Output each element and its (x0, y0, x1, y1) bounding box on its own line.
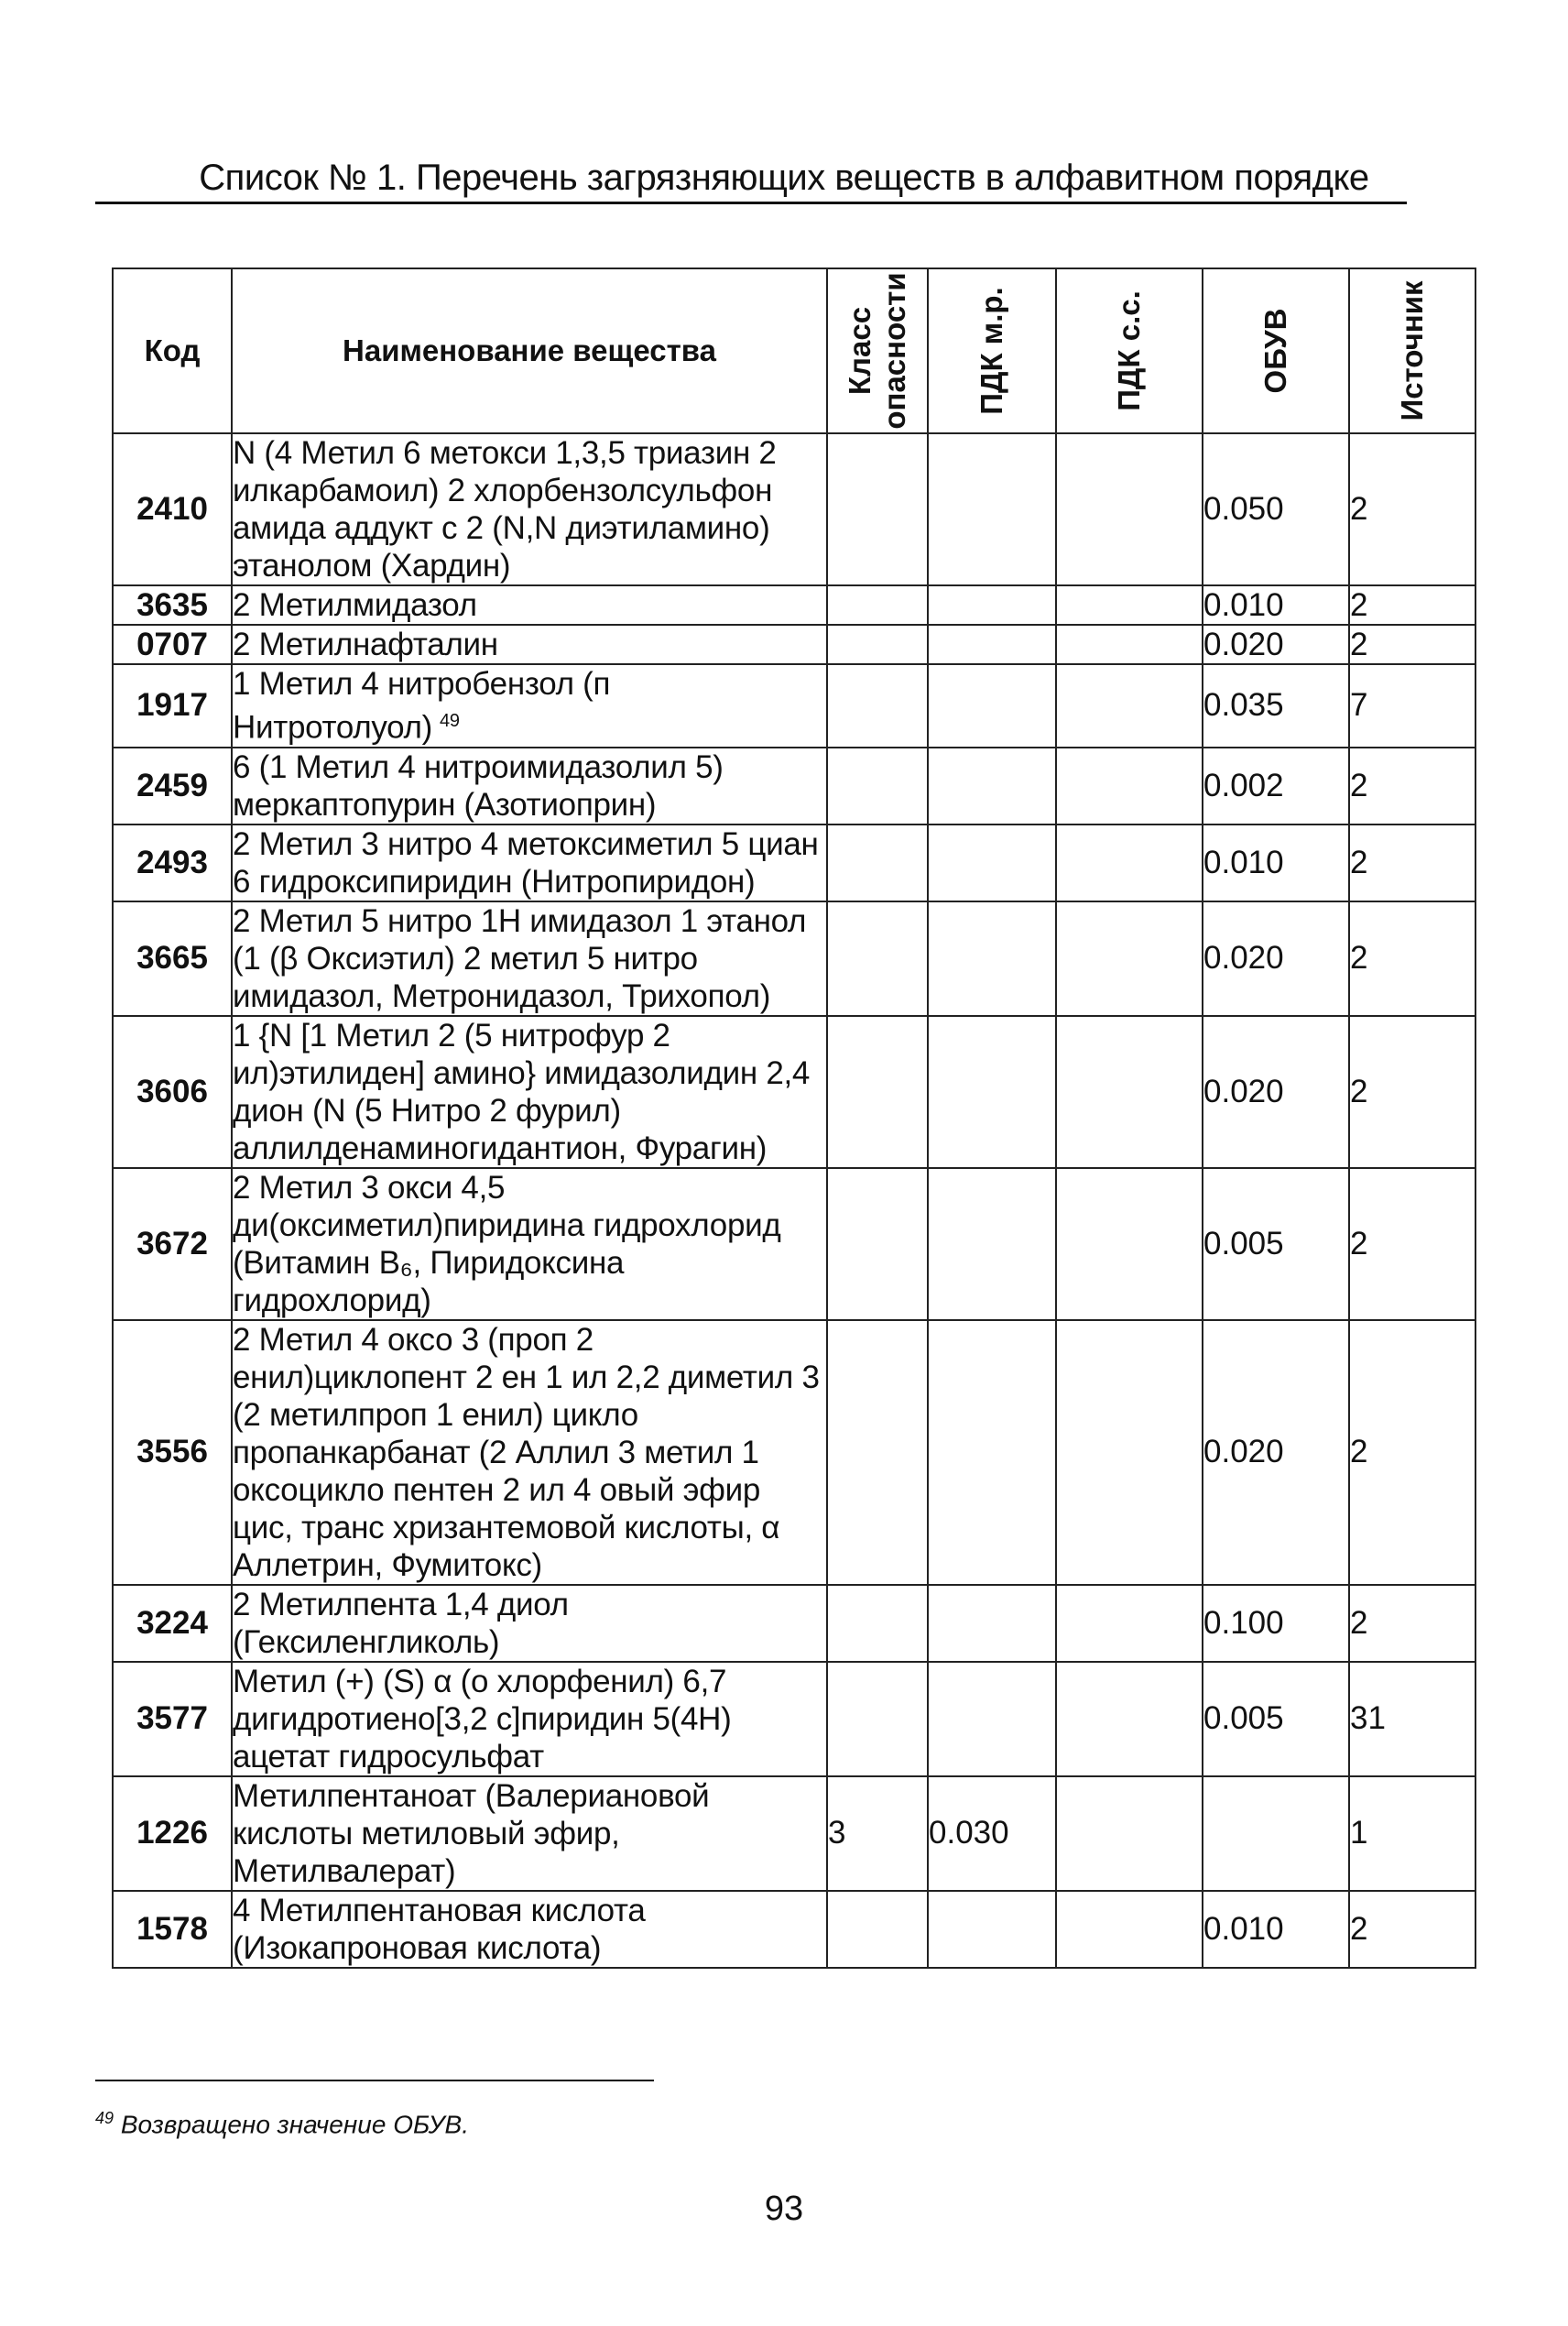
cell-source: 2 (1349, 901, 1475, 1016)
cell-obuv: 0.020 (1203, 1016, 1349, 1168)
table-row (113, 1585, 1475, 1662)
page-title: Список № 1. Перечень загрязняющих веществ в алфавитном порядке (199, 158, 1369, 198)
cell-code: 3635 (113, 585, 232, 625)
table-row (113, 1016, 1475, 1168)
obuv-label: ОБУВ (1258, 308, 1292, 394)
cell-obuv: 0.100 (1203, 1585, 1349, 1662)
table-row (113, 585, 1475, 625)
cell-source: 2 (1349, 585, 1475, 625)
cell-code: 3672 (113, 1168, 232, 1320)
cell-source: 2 (1349, 625, 1475, 664)
cell-substance-name: 2 Метил 3 нитро 4 метоксиметил 5 циан 6 гидроксипиридин (Нитропиридон) (232, 824, 827, 901)
cell-hazard-class (827, 585, 928, 625)
cell-hazard-class (827, 1320, 928, 1585)
footnote-number: 49 (95, 2109, 114, 2127)
cell-code: 2459 (113, 748, 232, 824)
table-row (113, 748, 1475, 824)
cell-obuv: 0.035 (1203, 664, 1349, 748)
cell-pdk-mr (928, 585, 1056, 625)
cell-hazard-class (827, 1891, 928, 1968)
cell-pdk-ss (1056, 748, 1203, 824)
column-header-pdk-mr (928, 268, 1056, 433)
cell-hazard-class (827, 1662, 928, 1776)
cell-obuv: 0.020 (1203, 901, 1349, 1016)
cell-obuv: 0.020 (1203, 625, 1349, 664)
cell-substance-name: 2 Метил 4 оксо 3 (проп 2 енил)циклопент 2 ен 1 ил 2,2 диметил 3 (2 метилпроп 1 енил) цикло пропанкарбанат (2 Аллил 3 метил 1 оксоцикло пентен 2 ил 4 овый эфир цис, транс хризантемовой кислоты, α Аллетрин, Фумитокс) (232, 1320, 827, 1585)
cell-substance-name: 2 Метилнафталин (232, 625, 827, 664)
cell-pdk-ss (1056, 625, 1203, 664)
cell-source: 2 (1349, 1585, 1475, 1662)
cell-pdk-ss (1056, 664, 1203, 748)
column-header-source (1349, 268, 1475, 433)
cell-code: 1226 (113, 1776, 232, 1891)
column-header-code: Код (113, 268, 232, 433)
cell-pdk-mr (928, 824, 1056, 901)
source-label: Источник (1395, 280, 1429, 421)
cell-substance-name: 2 Метил 3 окси 4,5 ди(оксиметил)пиридина гидрохлорид (Витамин B₆, Пиридоксина гидрохлорид) (232, 1168, 827, 1320)
cell-hazard-class (827, 1016, 928, 1168)
title-underline (95, 202, 1407, 204)
cell-obuv (1203, 1776, 1349, 1891)
cell-code: 3577 (113, 1662, 232, 1776)
hazard-class-label-line2: опасности (877, 272, 911, 430)
column-header-name: Наименование вещества (232, 268, 827, 433)
cell-pdk-mr (928, 1891, 1056, 1968)
footnote-separator (95, 2080, 654, 2081)
cell-obuv: 0.010 (1203, 1891, 1349, 1968)
cell-code: 0707 (113, 625, 232, 664)
cell-substance-name: 4 Метилпентановая кислота (Изокапроновая кислота) (232, 1891, 827, 1968)
cell-pdk-mr (928, 748, 1056, 824)
cell-obuv: 0.005 (1203, 1662, 1349, 1776)
pdk-mr-label: ПДК м.р. (975, 287, 1008, 415)
footnote-reference: 49 (440, 711, 460, 731)
cell-hazard-class (827, 901, 928, 1016)
cell-pdk-mr: 0.030 (928, 1776, 1056, 1891)
cell-substance-name: 1 Метил 4 нитробензол (п Нитротолуол) $^{49}$ (232, 664, 827, 748)
cell-obuv: 0.002 (1203, 748, 1349, 824)
table-row (113, 625, 1475, 664)
cell-pdk-ss (1056, 1776, 1203, 1891)
cell-hazard-class (827, 433, 928, 585)
cell-source: 2 (1349, 1320, 1475, 1585)
cell-source: 1 (1349, 1776, 1475, 1891)
cell-substance-name: 1 {N [1 Метил 2 (5 нитрофур 2 ил)этилиден] амино} имидазолидин 2,4 дион (N (5 Нитро 2 фурил) аллилденаминогидантион, Фурагин) (232, 1016, 827, 1168)
substances-table (112, 268, 1476, 1969)
table-row (113, 1891, 1475, 1968)
cell-code: 2410 (113, 433, 232, 585)
cell-source: 2 (1349, 824, 1475, 901)
cell-pdk-mr (928, 901, 1056, 1016)
cell-pdk-mr (928, 433, 1056, 585)
cell-code: 1917 (113, 664, 232, 748)
table-row (113, 824, 1475, 901)
cell-pdk-ss (1056, 901, 1203, 1016)
cell-source: 2 (1349, 748, 1475, 824)
table-header-row (113, 268, 1475, 433)
cell-hazard-class (827, 1585, 928, 1662)
cell-code: 3606 (113, 1016, 232, 1168)
cell-pdk-mr (928, 1016, 1056, 1168)
cell-obuv: 0.050 (1203, 433, 1349, 585)
cell-source: 31 (1349, 1662, 1475, 1776)
cell-hazard-class (827, 1168, 928, 1320)
table-row (113, 1320, 1475, 1585)
table-row (113, 1168, 1475, 1320)
cell-pdk-mr (928, 1662, 1056, 1776)
cell-pdk-ss (1056, 1168, 1203, 1320)
cell-hazard-class: 3 (827, 1776, 928, 1891)
table-row (113, 901, 1475, 1016)
table-row (113, 1662, 1475, 1776)
cell-code: 3556 (113, 1320, 232, 1585)
cell-substance-name: Метилпентаноат (Валериановой кислоты метиловый эфир, Метилвалерат) (232, 1776, 827, 1891)
cell-source: 2 (1349, 433, 1475, 585)
cell-pdk-ss (1056, 1585, 1203, 1662)
cell-code: 3665 (113, 901, 232, 1016)
footnote (95, 2102, 469, 2140)
cell-pdk-mr (928, 625, 1056, 664)
pdk-ss-label: ПДК с.с. (1112, 290, 1146, 411)
cell-code: 3224 (113, 1585, 232, 1662)
cell-hazard-class (827, 664, 928, 748)
cell-pdk-ss (1056, 433, 1203, 585)
column-header-pdk-ss (1056, 268, 1203, 433)
cell-pdk-mr (928, 1585, 1056, 1662)
table-row (113, 664, 1475, 748)
cell-pdk-mr (928, 664, 1056, 748)
cell-hazard-class (827, 748, 928, 824)
column-header-obuv (1203, 268, 1349, 433)
cell-substance-name: N (4 Метил 6 метокси 1,3,5 триазин 2 илкарбамоил) 2 хлорбензолсульфон амида аддукт с 2 (N,N диэтиламино) этанолом (Хардин) (232, 433, 827, 585)
table-body (113, 433, 1475, 1968)
cell-obuv: 0.020 (1203, 1320, 1349, 1585)
cell-code: 2493 (113, 824, 232, 901)
cell-hazard-class (827, 824, 928, 901)
cell-pdk-ss (1056, 824, 1203, 901)
cell-pdk-ss (1056, 585, 1203, 625)
hazard-class-label-line1: Класс (843, 306, 877, 396)
cell-pdk-ss (1056, 1891, 1203, 1968)
cell-substance-name: 2 Метил 5 нитро 1Н имидазол 1 этанол (1 (β Оксиэтил) 2 метил 5 нитро имидазол, Метронидазол, Трихопол) (232, 901, 827, 1016)
column-header-hazard-class (827, 268, 928, 433)
cell-pdk-mr (928, 1168, 1056, 1320)
cell-pdk-ss (1056, 1320, 1203, 1585)
cell-hazard-class (827, 625, 928, 664)
cell-source: 7 (1349, 664, 1475, 748)
cell-substance-name: 2 Метилпента 1,4 диол (Гексиленгликоль) (232, 1585, 827, 1662)
cell-source: 2 (1349, 1016, 1475, 1168)
cell-substance-name: 2 Метилмидазол (232, 585, 827, 625)
cell-obuv: 0.005 (1203, 1168, 1349, 1320)
cell-obuv: 0.010 (1203, 585, 1349, 625)
cell-substance-name: 6 (1 Метил 4 нитроимидазолил 5) меркаптопурин (Азотиоприн) (232, 748, 827, 824)
cell-pdk-ss (1056, 1662, 1203, 1776)
cell-pdk-ss (1056, 1016, 1203, 1168)
table-row (113, 1776, 1475, 1891)
page-number: 93 (764, 2189, 804, 2228)
cell-obuv: 0.010 (1203, 824, 1349, 901)
footnote-text: Возвращено значение ОБУВ. (120, 2110, 469, 2139)
cell-substance-name: Метил (+) (S) α (о хлорфенил) 6,7 дигидротиено[3,2 с]пиридин 5(4Н) ацетат гидросульфат (232, 1662, 827, 1776)
table-row (113, 433, 1475, 585)
cell-pdk-mr (928, 1320, 1056, 1585)
cell-source: 2 (1349, 1891, 1475, 1968)
cell-code: 1578 (113, 1891, 232, 1968)
cell-source: 2 (1349, 1168, 1475, 1320)
